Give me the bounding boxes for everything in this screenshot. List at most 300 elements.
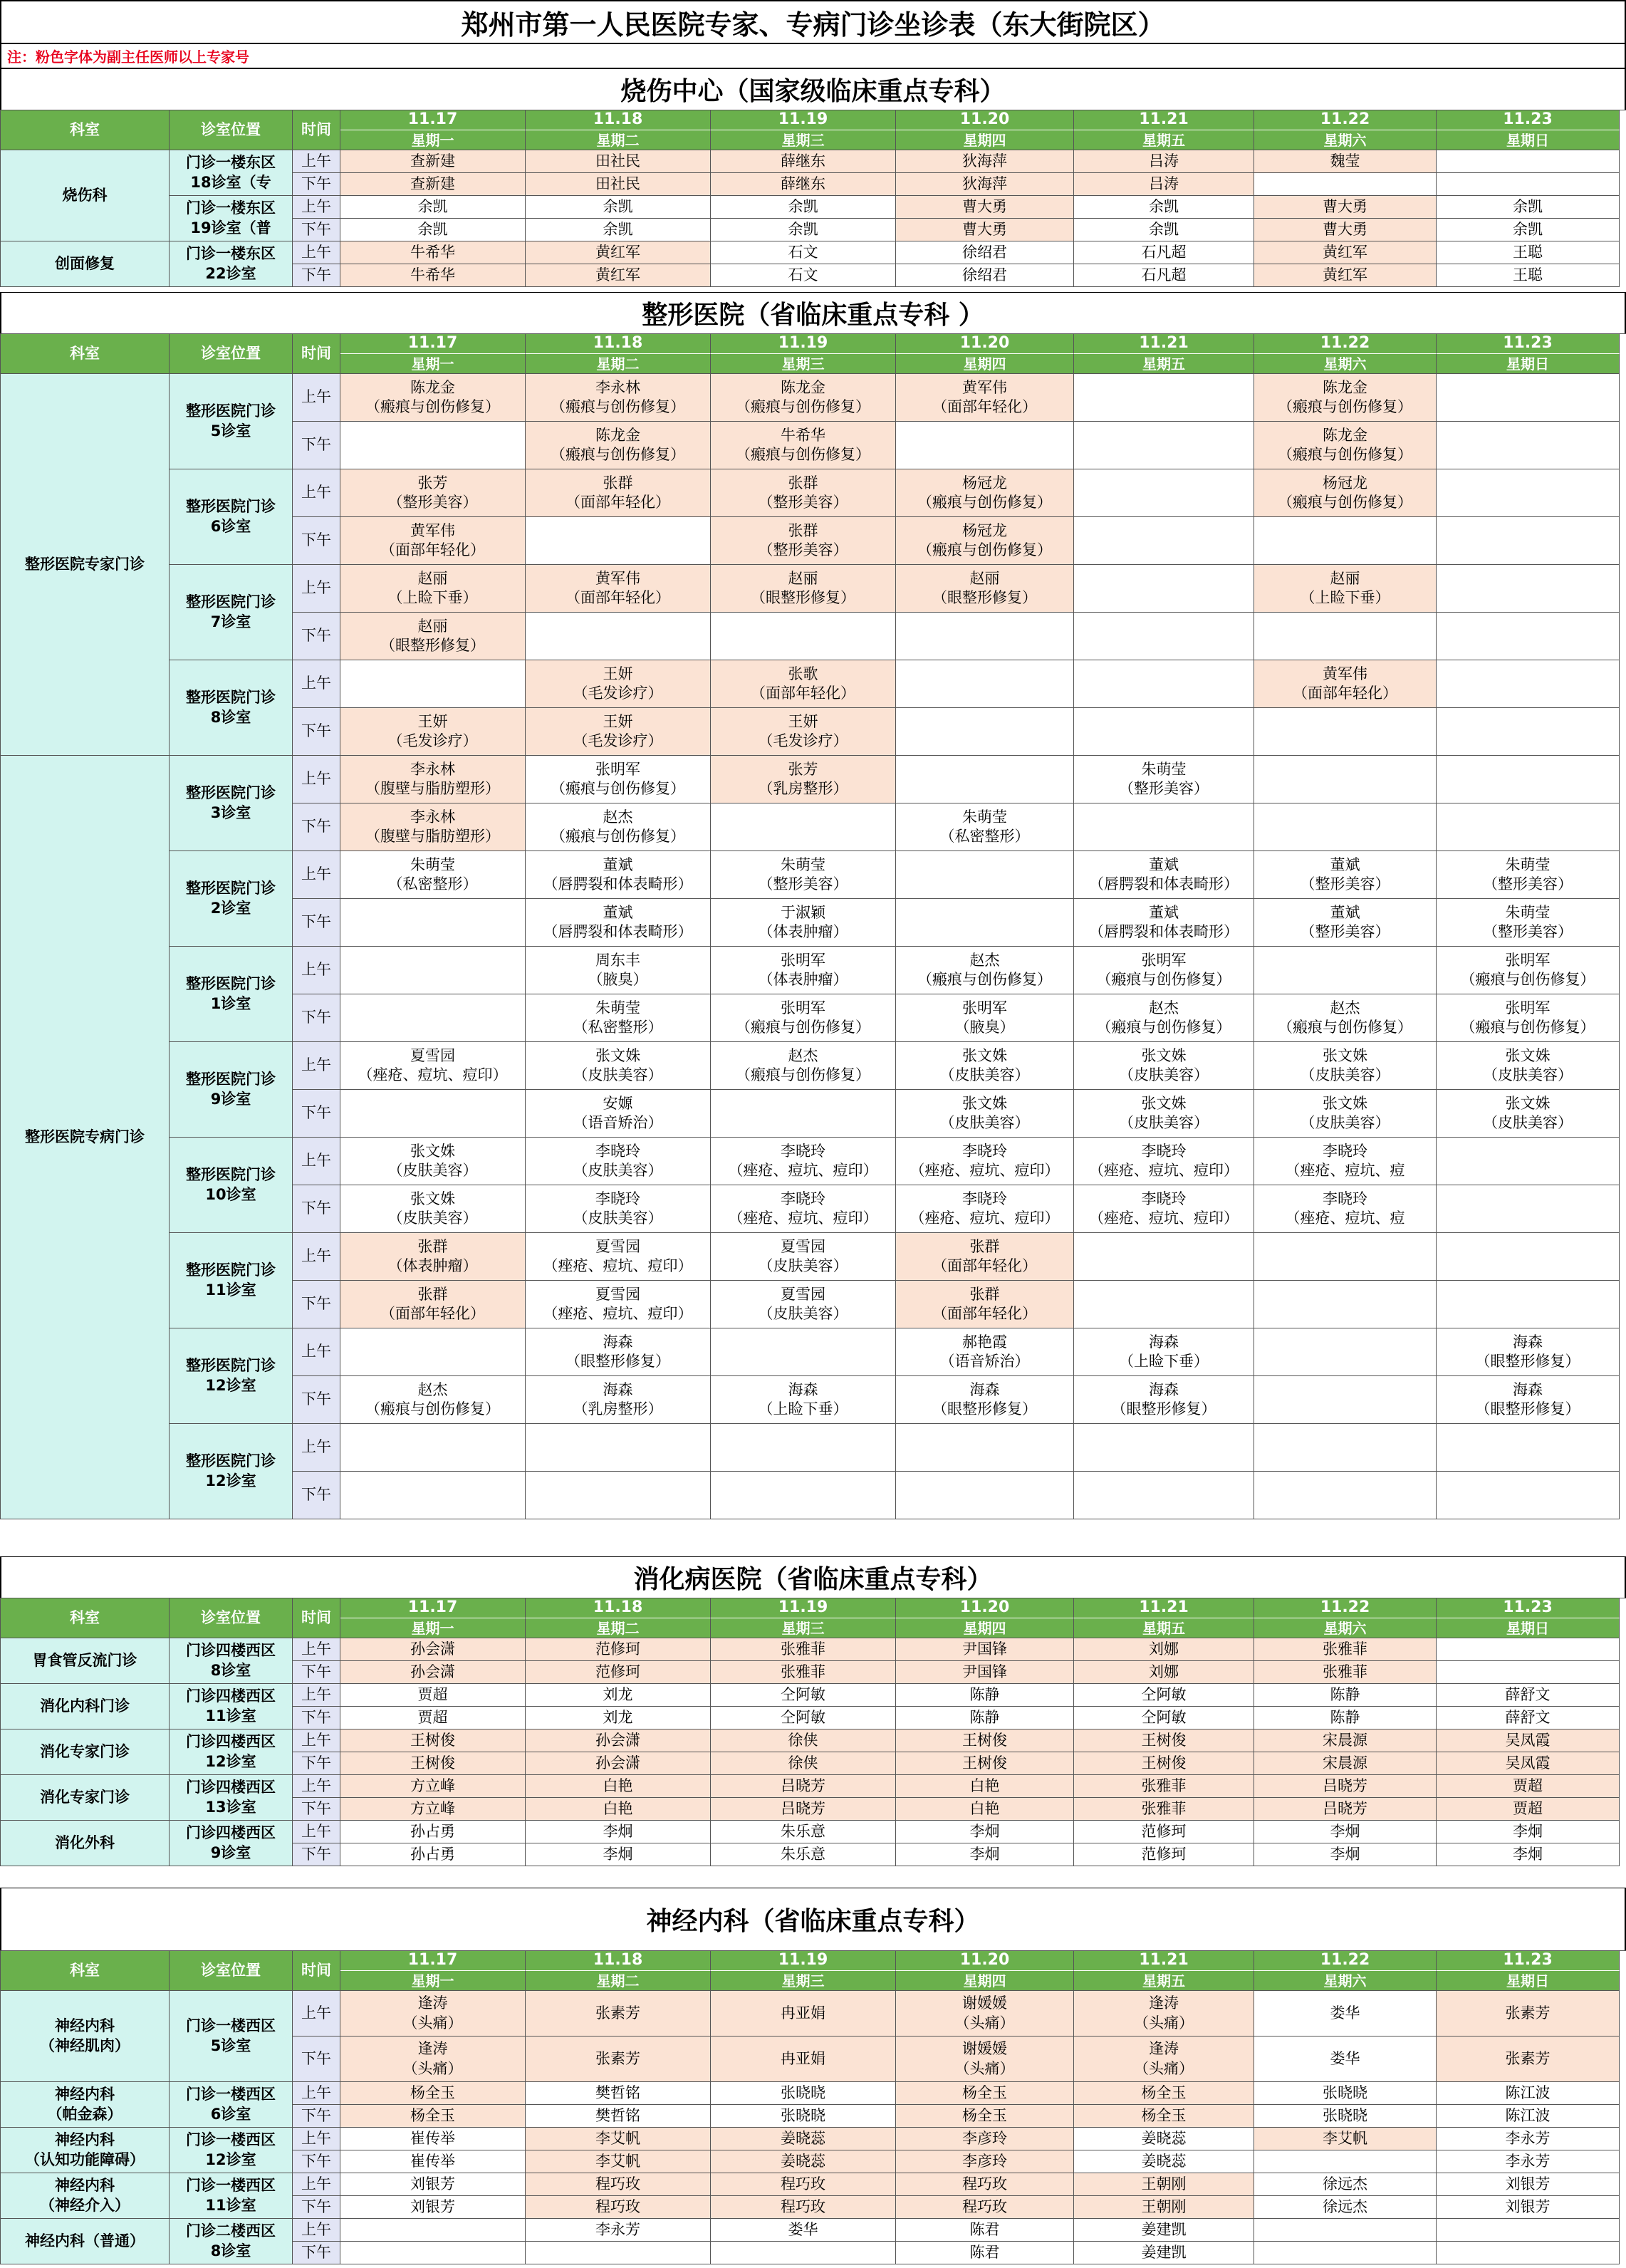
doctor-slot[interactable]: 夏雪园 （痤疮、痘坑、痘印） <box>526 1233 711 1281</box>
doctor-slot[interactable]: 查新建 <box>340 150 526 173</box>
header-date: 11.20 <box>896 1598 1074 1618</box>
doctor-slot[interactable]: 董斌 （唇腭裂和体表畸形） <box>1074 851 1254 899</box>
doctor-slot[interactable]: 黄红军 <box>1254 264 1437 287</box>
doctor-slot[interactable]: 安嫄 （语音矫治） <box>526 1090 711 1138</box>
doctor-slot[interactable]: 陈江波 <box>1437 2082 1620 2105</box>
doctor-slot[interactable]: 李炯 <box>896 1821 1074 1843</box>
doctor-slot[interactable]: 张素芳 <box>1437 2036 1620 2082</box>
doctor-slot[interactable]: 夏雪园 （皮肤美容） <box>711 1281 896 1328</box>
doctor-slot[interactable]: 张文姝 （皮肤美容） <box>526 1042 711 1090</box>
doctor-slot[interactable]: 张素芳 <box>1437 1991 1620 2036</box>
doctor-slot[interactable]: 尹国锋 <box>896 1661 1074 1684</box>
doctor-slot[interactable]: 张明军 （瘢痕与创伤修复） <box>1437 947 1620 994</box>
doctor-slot[interactable]: 石凡超 <box>1074 264 1254 287</box>
doctor-slot[interactable]: 朱萌莹 （私密整形） <box>526 994 711 1042</box>
doctor-slot[interactable]: 范修珂 <box>1074 1843 1254 1866</box>
doctor-slot[interactable]: 张晓晓 <box>711 2105 896 2128</box>
doctor-slot[interactable]: 姜晓蕊 <box>1074 2150 1254 2173</box>
doctor-slot[interactable]: 于淑颖 （体表肿瘤） <box>711 899 896 947</box>
doctor-slot[interactable]: 赵杰 （瘢痕与创伤修复） <box>896 947 1074 994</box>
doctor-slot[interactable]: 曹大勇 <box>896 196 1074 219</box>
doctor-slot[interactable]: 逢涛 （头痛） <box>340 2036 526 2082</box>
doctor-slot[interactable]: 徐绍君 <box>896 264 1074 287</box>
doctor-slot[interactable]: 王朝刚 <box>1074 2196 1254 2219</box>
doctor-slot[interactable]: 海森 （乳房整形） <box>526 1376 711 1424</box>
doctor-slot[interactable]: 李晓玲 （痤疮、痘坑、痘 <box>1254 1185 1437 1233</box>
doctor-slot[interactable]: 李晓玲 （痤疮、痘坑、痘印） <box>896 1185 1074 1233</box>
doctor-slot[interactable]: 赵丽 （眼整形修复） <box>340 613 526 660</box>
doctor-slot[interactable]: 李炯 <box>1254 1843 1437 1866</box>
doctor-slot[interactable]: 徐绍君 <box>896 241 1074 264</box>
doctor-slot[interactable]: 余凯 <box>526 219 711 241</box>
doctor-slot[interactable]: 黄军伟 （面部年轻化） <box>1254 660 1437 708</box>
doctor-slot[interactable]: 方立峰 <box>340 1775 526 1798</box>
doctor-slot[interactable]: 吕涛 <box>1074 150 1254 173</box>
doctor-slot[interactable]: 张素芳 <box>526 1991 711 2036</box>
doctor-slot[interactable]: 余凯 <box>711 196 896 219</box>
doctor-slot[interactable]: 陈龙金 （瘢痕与创伤修复） <box>526 422 711 469</box>
doctor-slot[interactable]: 王树俊 <box>896 1729 1074 1752</box>
doctor-slot[interactable]: 夏雪园 （痤疮、痘坑、痘印） <box>526 1281 711 1328</box>
doctor-slot[interactable]: 曹大勇 <box>896 219 1074 241</box>
doctor-slot[interactable]: 王树俊 <box>340 1752 526 1775</box>
doctor-slot[interactable]: 赵丽 （眼整形修复） <box>711 565 896 613</box>
doctor-slot[interactable]: 徐远杰 <box>1254 2173 1437 2196</box>
doctor-slot[interactable]: 董斌 （整形美容） <box>1254 899 1437 947</box>
doctor-slot[interactable]: 张明军 （体表肿瘤） <box>711 947 896 994</box>
doctor-slot[interactable]: 余凯 <box>711 219 896 241</box>
doctor-slot[interactable]: 贾超 <box>340 1707 526 1729</box>
doctor-slot[interactable]: 刘银芳 <box>1437 2173 1620 2196</box>
empty-slot <box>1254 517 1437 565</box>
doctor-slot[interactable]: 张文姝 （皮肤美容） <box>340 1138 526 1185</box>
doctor-slot[interactable]: 杨全玉 <box>1074 2105 1254 2128</box>
doctor-slot[interactable]: 张群 （面部年轻化） <box>526 469 711 517</box>
doctor-slot[interactable]: 石文 <box>711 241 896 264</box>
doctor-slot[interactable]: 李永林 （瘢痕与创伤修复） <box>526 374 711 422</box>
doctor-slot[interactable]: 吕涛 <box>1074 173 1254 196</box>
doctor-slot[interactable]: 陈静 <box>1254 1684 1437 1707</box>
doctor-slot[interactable]: 王聪 <box>1437 264 1620 287</box>
doctor-slot[interactable]: 张文姝 （皮肤美容） <box>1254 1042 1437 1090</box>
doctor-slot[interactable]: 陈江波 <box>1437 2105 1620 2128</box>
doctor-slot[interactable]: 姜建凯 <box>1074 2242 1254 2264</box>
doctor-slot[interactable]: 冉亚娟 <box>711 2036 896 2082</box>
doctor-slot[interactable]: 李永芳 <box>526 2219 711 2242</box>
doctor-slot[interactable]: 董斌 （唇腭裂和体表畸形） <box>1074 899 1254 947</box>
doctor-slot[interactable]: 刘银芳 <box>340 2173 526 2196</box>
doctor-slot[interactable]: 董斌 （整形美容） <box>1254 851 1437 899</box>
doctor-slot[interactable]: 宋晨源 <box>1254 1752 1437 1775</box>
doctor-slot[interactable]: 张雅菲 <box>1254 1638 1437 1661</box>
doctor-slot[interactable]: 孙会潇 <box>340 1661 526 1684</box>
doctor-slot[interactable]: 薛舒文 <box>1437 1707 1620 1729</box>
empty-slot <box>340 994 526 1042</box>
doctor-slot[interactable]: 李炯 <box>1437 1821 1620 1843</box>
doctor-slot[interactable]: 仝阿敏 <box>711 1684 896 1707</box>
schedule-table <box>0 1598 1626 1866</box>
doctor-slot[interactable]: 杨全玉 <box>896 2105 1074 2128</box>
doctor-slot[interactable]: 王树俊 <box>340 1729 526 1752</box>
doctor-slot[interactable]: 曹大勇 <box>1254 196 1437 219</box>
doctor-slot[interactable]: 张明军 （瘢痕与创伤修复） <box>1437 994 1620 1042</box>
doctor-slot[interactable]: 王朝刚 <box>1074 2173 1254 2196</box>
doctor-slot[interactable]: 李炯 <box>1254 1821 1437 1843</box>
time-am: 上午 <box>293 851 340 899</box>
doctor-slot[interactable]: 李晓玲 （皮肤美容） <box>526 1138 711 1185</box>
doctor-slot[interactable]: 刘娜 <box>1074 1638 1254 1661</box>
doctor-slot[interactable]: 杨全玉 <box>340 2105 526 2128</box>
doctor-slot[interactable]: 余凯 <box>340 219 526 241</box>
doctor-slot[interactable]: 黄红军 <box>1254 241 1437 264</box>
doctor-slot[interactable]: 黄红军 <box>526 264 711 287</box>
doctor-slot[interactable]: 李艾帆 <box>1254 2128 1437 2150</box>
doctor-slot[interactable]: 程巧玫 <box>526 2173 711 2196</box>
doctor-slot[interactable]: 徐远杰 <box>1254 2196 1437 2219</box>
doctor-slot[interactable]: 孙会潇 <box>526 1752 711 1775</box>
doctor-slot[interactable]: 娄华 <box>1254 1991 1437 2036</box>
doctor-slot[interactable]: 李晓玲 （痤疮、痘坑、痘印） <box>1074 1185 1254 1233</box>
doctor-slot[interactable]: 海森 （眼整形修复） <box>526 1328 711 1376</box>
doctor-slot[interactable]: 黄军伟 （面部年轻化） <box>896 374 1074 422</box>
doctor-slot[interactable]: 夏雪园 （痤疮、痘坑、痘印） <box>340 1042 526 1090</box>
doctor-slot[interactable]: 杨全玉 <box>1074 2082 1254 2105</box>
doctor-slot[interactable]: 吕晓芳 <box>1254 1798 1437 1821</box>
doctor-slot[interactable]: 刘龙 <box>526 1707 711 1729</box>
doctor-slot[interactable]: 陈龙金 （瘢痕与创伤修复） <box>1254 422 1437 469</box>
doctor-slot[interactable]: 姜建凯 <box>1074 2219 1254 2242</box>
doctor-slot[interactable]: 海森 （眼整形修复） <box>896 1376 1074 1424</box>
doctor-slot[interactable]: 张文姝 （皮肤美容） <box>340 1185 526 1233</box>
doctor-slot[interactable]: 张文姝 （皮肤美容） <box>1074 1042 1254 1090</box>
doctor-slot[interactable]: 王树俊 <box>1074 1729 1254 1752</box>
doctor-slot[interactable]: 余凯 <box>1074 219 1254 241</box>
doctor-slot[interactable]: 李晓玲 （痤疮、痘坑、痘印） <box>711 1138 896 1185</box>
doctor-slot[interactable]: 李永林 （腹壁与脂肪塑形） <box>340 756 526 803</box>
doctor-slot[interactable]: 李艾帆 <box>526 2128 711 2150</box>
doctor-slot[interactable]: 张歌 （面部年轻化） <box>711 660 896 708</box>
doctor-slot[interactable]: 张明军 （瘢痕与创伤修复） <box>526 756 711 803</box>
doctor-slot[interactable]: 王树俊 <box>896 1752 1074 1775</box>
doctor-slot[interactable]: 余凯 <box>1437 196 1620 219</box>
doctor-slot[interactable]: 余凯 <box>340 196 526 219</box>
header-time: 时间 <box>293 1598 340 1638</box>
doctor-slot[interactable]: 张群 （整形美容） <box>711 517 896 565</box>
doctor-slot[interactable]: 陈静 <box>896 1707 1074 1729</box>
doctor-slot[interactable]: 程巧玫 <box>711 2196 896 2219</box>
doctor-slot[interactable]: 吴凤霞 <box>1437 1752 1620 1775</box>
doctor-slot[interactable]: 余凯 <box>1074 196 1254 219</box>
doctor-slot[interactable]: 李炯 <box>526 1821 711 1843</box>
doctor-slot[interactable]: 薛继东 <box>711 150 896 173</box>
department-cell: 神经内科 （神经肌肉） <box>1 1991 170 2082</box>
doctor-slot[interactable]: 黄红军 <box>526 241 711 264</box>
doctor-slot[interactable]: 张明军 （腋臭） <box>896 994 1074 1042</box>
doctor-slot[interactable]: 张雅菲 <box>1254 1661 1437 1684</box>
time-am: 上午 <box>293 1684 340 1707</box>
doctor-slot[interactable]: 海森 （上睑下垂） <box>711 1376 896 1424</box>
doctor-slot[interactable]: 李彦玲 <box>896 2150 1074 2173</box>
doctor-slot[interactable]: 孙占勇 <box>340 1843 526 1866</box>
doctor-slot[interactable]: 仝阿敏 <box>1074 1684 1254 1707</box>
doctor-slot[interactable]: 张明军 （瘢痕与创伤修复） <box>1074 947 1254 994</box>
doctor-slot[interactable]: 赵杰 （瘢痕与创伤修复） <box>340 1376 526 1424</box>
doctor-slot[interactable]: 王妍 （毛发诊疗） <box>340 708 526 756</box>
doctor-slot[interactable]: 姜晓蕊 <box>1074 2128 1254 2150</box>
doctor-slot[interactable]: 张明军 （瘢痕与创伤修复） <box>711 994 896 1042</box>
doctor-slot[interactable]: 姜晓蕊 <box>711 2150 896 2173</box>
empty-slot <box>1074 1472 1254 1519</box>
doctor-slot[interactable]: 陈龙金 （瘢痕与创伤修复） <box>340 374 526 422</box>
doctor-slot[interactable]: 李晓玲 （痤疮、痘坑、痘印） <box>711 1185 896 1233</box>
doctor-slot[interactable]: 查新建 <box>340 173 526 196</box>
doctor-slot[interactable]: 姜晓蕊 <box>711 2128 896 2150</box>
empty-slot <box>896 422 1074 469</box>
doctor-slot[interactable]: 谢媛媛 （头痛） <box>896 2036 1074 2082</box>
time-am: 上午 <box>293 2128 340 2150</box>
doctor-slot[interactable]: 张群 （面部年轻化） <box>896 1281 1074 1328</box>
doctor-slot[interactable]: 董斌 （唇腭裂和体表畸形） <box>526 899 711 947</box>
doctor-slot[interactable]: 黄军伟 （面部年轻化） <box>526 565 711 613</box>
doctor-slot[interactable]: 石凡超 <box>1074 241 1254 264</box>
doctor-slot[interactable]: 陈静 <box>1254 1707 1437 1729</box>
doctor-slot[interactable]: 李炯 <box>896 1843 1074 1866</box>
doctor-slot[interactable]: 杨冠龙 （瘢痕与创伤修复） <box>1254 469 1437 517</box>
doctor-slot[interactable]: 樊哲铭 <box>526 2105 711 2128</box>
doctor-slot[interactable]: 张晓晓 <box>711 2082 896 2105</box>
doctor-slot[interactable]: 谢媛媛 （头痛） <box>896 1991 1074 2036</box>
doctor-slot[interactable]: 朱萌莹 （整形美容） <box>711 851 896 899</box>
header-date: 11.18 <box>526 110 711 130</box>
doctor-slot[interactable]: 张芳 （整形美容） <box>340 469 526 517</box>
doctor-slot[interactable]: 李炯 <box>1437 1843 1620 1866</box>
doctor-slot[interactable]: 李永林 （腹壁与脂肪塑形） <box>340 803 526 851</box>
doctor-slot[interactable]: 吕晓芳 <box>711 1775 896 1798</box>
doctor-slot[interactable]: 张文姝 （皮肤美容） <box>1437 1090 1620 1138</box>
doctor-slot[interactable]: 逢涛 （头痛） <box>1074 2036 1254 2082</box>
doctor-slot[interactable]: 张文姝 （皮肤美容） <box>1254 1090 1437 1138</box>
time-pm: 下午 <box>293 2242 340 2264</box>
doctor-slot[interactable]: 赵杰 （瘢痕与创伤修复） <box>711 1042 896 1090</box>
doctor-slot[interactable]: 刘银芳 <box>1437 2196 1620 2219</box>
doctor-slot[interactable]: 牛希华 （瘢痕与创伤修复） <box>711 422 896 469</box>
doctor-slot[interactable]: 程巧玫 <box>526 2196 711 2219</box>
doctor-slot[interactable]: 程巧玫 <box>711 2173 896 2196</box>
doctor-slot[interactable]: 张群 （整形美容） <box>711 469 896 517</box>
doctor-slot[interactable]: 张雅菲 <box>1074 1775 1254 1798</box>
doctor-slot[interactable]: 薛继东 <box>711 173 896 196</box>
doctor-slot[interactable]: 杨冠龙 （瘢痕与创伤修复） <box>896 469 1074 517</box>
doctor-slot[interactable]: 杨冠龙 （瘢痕与创伤修复） <box>896 517 1074 565</box>
doctor-slot[interactable]: 范修珂 <box>1074 1821 1254 1843</box>
doctor-slot[interactable]: 李永芳 <box>1437 2128 1620 2150</box>
doctor-slot[interactable]: 李艾帆 <box>526 2150 711 2173</box>
doctor-slot[interactable]: 徐侠 <box>711 1752 896 1775</box>
empty-slot <box>711 2242 896 2264</box>
doctor-slot[interactable]: 张文姝 （皮肤美容） <box>896 1090 1074 1138</box>
doctor-slot[interactable]: 张晓晓 <box>1254 2105 1437 2128</box>
doctor-slot[interactable]: 朱乐意 <box>711 1843 896 1866</box>
doctor-slot[interactable]: 海森 （上睑下垂） <box>1074 1328 1254 1376</box>
doctor-slot[interactable]: 白艳 <box>526 1775 711 1798</box>
time-am: 上午 <box>293 2219 340 2242</box>
doctor-slot[interactable]: 余凯 <box>1437 219 1620 241</box>
doctor-slot[interactable]: 李晓玲 （痤疮、痘坑、痘 <box>1254 1138 1437 1185</box>
doctor-slot[interactable]: 李彦玲 <box>896 2128 1074 2150</box>
doctor-slot[interactable]: 黄军伟 （面部年轻化） <box>340 517 526 565</box>
doctor-slot[interactable]: 尹国锋 <box>896 1638 1074 1661</box>
doctor-slot[interactable]: 张素芳 <box>526 2036 711 2082</box>
doctor-slot[interactable]: 朱萌莹 （私密整形） <box>896 803 1074 851</box>
room-location: 整形医院门诊 7诊室 <box>170 565 293 660</box>
doctor-slot[interactable]: 李炯 <box>526 1843 711 1866</box>
empty-slot <box>1074 422 1254 469</box>
doctor-slot[interactable]: 余凯 <box>526 196 711 219</box>
doctor-slot[interactable]: 程巧玫 <box>896 2173 1074 2196</box>
doctor-slot[interactable]: 朱萌莹 （私密整形） <box>340 851 526 899</box>
empty-slot <box>711 1472 896 1519</box>
doctor-slot[interactable]: 逢涛 （头痛） <box>340 1991 526 2036</box>
doctor-slot[interactable]: 程巧玫 <box>896 2196 1074 2219</box>
doctor-slot[interactable]: 范修珂 <box>526 1638 711 1661</box>
doctor-slot[interactable]: 方立峰 <box>340 1798 526 1821</box>
doctor-slot[interactable]: 郝艳霞 （语音矫治） <box>896 1328 1074 1376</box>
doctor-slot[interactable]: 陈静 <box>896 1684 1074 1707</box>
doctor-slot[interactable]: 逢涛 （头痛） <box>1074 1991 1254 2036</box>
doctor-slot[interactable]: 曹大勇 <box>1254 219 1437 241</box>
doctor-slot[interactable]: 周东丰 （腋臭） <box>526 947 711 994</box>
room-location: 门诊四楼西区 8诊室 <box>170 1638 293 1684</box>
doctor-slot[interactable]: 朱乐意 <box>711 1821 896 1843</box>
doctor-slot[interactable]: 王树俊 <box>1074 1752 1254 1775</box>
time-am: 上午 <box>293 1138 340 1185</box>
doctor-slot[interactable]: 朱萌莹 （整形美容） <box>1437 899 1620 947</box>
doctor-slot[interactable]: 董斌 （唇腭裂和体表畸形） <box>526 851 711 899</box>
doctor-slot[interactable]: 陈龙金 （瘢痕与创伤修复） <box>711 374 896 422</box>
doctor-slot[interactable]: 樊哲铭 <box>526 2082 711 2105</box>
doctor-slot[interactable]: 陈君 <box>896 2242 1074 2264</box>
doctor-slot[interactable]: 张文姝 （皮肤美容） <box>1074 1090 1254 1138</box>
doctor-slot[interactable]: 李晓玲 （痤疮、痘坑、痘印） <box>1074 1138 1254 1185</box>
doctor-slot[interactable]: 牛希华 <box>340 264 526 287</box>
doctor-slot[interactable]: 张芳 （乳房整形） <box>711 756 896 803</box>
doctor-slot[interactable]: 宋晨源 <box>1254 1729 1437 1752</box>
doctor-slot[interactable]: 白艳 <box>526 1798 711 1821</box>
doctor-slot[interactable]: 朱萌莹 （整形美容） <box>1437 851 1620 899</box>
doctor-slot[interactable]: 海森 （眼整形修复） <box>1437 1376 1620 1424</box>
doctor-slot[interactable]: 白艳 <box>896 1798 1074 1821</box>
doctor-slot[interactable]: 赵杰 （瘢痕与创伤修复） <box>1074 994 1254 1042</box>
doctor-slot[interactable]: 杨全玉 <box>340 2082 526 2105</box>
doctor-slot[interactable]: 冉亚娟 <box>711 1991 896 2036</box>
doctor-slot[interactable]: 刘银芳 <box>340 2196 526 2219</box>
doctor-slot[interactable]: 薛舒文 <box>1437 1684 1620 1707</box>
doctor-slot[interactable]: 李永芳 <box>1437 2150 1620 2173</box>
doctor-slot[interactable]: 吕晓芳 <box>1254 1775 1437 1798</box>
doctor-slot[interactable]: 张雅菲 <box>1074 1798 1254 1821</box>
doctor-slot[interactable]: 王聪 <box>1437 241 1620 264</box>
doctor-slot[interactable]: 张文姝 （皮肤美容） <box>896 1042 1074 1090</box>
doctor-slot[interactable]: 张文姝 （皮肤美容） <box>1437 1042 1620 1090</box>
doctor-slot[interactable]: 牛希华 <box>340 241 526 264</box>
doctor-slot[interactable]: 孙会潇 <box>340 1638 526 1661</box>
doctor-slot[interactable]: 贾超 <box>1437 1775 1620 1798</box>
doctor-slot[interactable]: 李晓玲 （痤疮、痘坑、痘印） <box>896 1138 1074 1185</box>
doctor-slot[interactable]: 崔传举 <box>340 2150 526 2173</box>
header-location: 诊室位置 <box>170 334 293 374</box>
doctor-slot[interactable]: 张晓晓 <box>1254 2082 1437 2105</box>
page-title: 郑州市第一人民医院专家、专病门诊坐诊表（东大街院区） <box>0 0 1626 44</box>
doctor-slot[interactable]: 仝阿敏 <box>711 1707 896 1729</box>
empty-slot <box>711 803 896 851</box>
doctor-slot[interactable]: 贾超 <box>1437 1798 1620 1821</box>
doctor-slot[interactable]: 刘龙 <box>526 1684 711 1707</box>
doctor-slot[interactable]: 徐侠 <box>711 1729 896 1752</box>
doctor-slot[interactable]: 孙占勇 <box>340 1821 526 1843</box>
doctor-slot[interactable]: 海森 （眼整形修复） <box>1437 1328 1620 1376</box>
doctor-slot[interactable]: 贾超 <box>340 1684 526 1707</box>
doctor-slot[interactable]: 魏莹 <box>1254 150 1437 173</box>
time-am: 上午 <box>293 1328 340 1376</box>
doctor-slot[interactable]: 王妍 （毛发诊疗） <box>526 708 711 756</box>
doctor-slot[interactable]: 范修珂 <box>526 1661 711 1684</box>
doctor-slot[interactable]: 刘娜 <box>1074 1661 1254 1684</box>
doctor-slot[interactable]: 张雅菲 <box>711 1638 896 1661</box>
time-am: 上午 <box>293 2173 340 2196</box>
doctor-slot[interactable]: 陈龙金 （瘢痕与创伤修复） <box>1254 374 1437 422</box>
doctor-slot[interactable]: 赵丽 （眼整形修复） <box>896 565 1074 613</box>
doctor-slot[interactable]: 崔传举 <box>340 2128 526 2150</box>
doctor-slot[interactable]: 陈君 <box>896 2219 1074 2242</box>
doctor-slot[interactable]: 张群 （面部年轻化） <box>340 1281 526 1328</box>
department-cell: 创面修复 <box>1 241 170 287</box>
header-weekday: 星期六 <box>1254 1618 1437 1638</box>
time-pm: 下午 <box>293 1281 340 1328</box>
doctor-slot[interactable]: 赵杰 （瘢痕与创伤修复） <box>1254 994 1437 1042</box>
time-pm: 下午 <box>293 422 340 469</box>
doctor-slot[interactable]: 李晓玲 （皮肤美容） <box>526 1185 711 1233</box>
doctor-slot[interactable]: 娄华 <box>711 2219 896 2242</box>
doctor-slot[interactable]: 孙会潇 <box>526 1729 711 1752</box>
doctor-slot[interactable]: 张群 （体表肿瘤） <box>340 1233 526 1281</box>
doctor-slot[interactable]: 吴凤霞 <box>1437 1729 1620 1752</box>
doctor-slot[interactable]: 田社民 <box>526 173 711 196</box>
doctor-slot[interactable]: 杨全玉 <box>896 2082 1074 2105</box>
doctor-slot[interactable]: 朱萌莹 （整形美容） <box>1074 756 1254 803</box>
header-dept: 科室 <box>1 1951 170 1991</box>
doctor-slot[interactable]: 张雅菲 <box>711 1661 896 1684</box>
doctor-slot[interactable]: 夏雪园 （皮肤美容） <box>711 1233 896 1281</box>
doctor-slot[interactable]: 赵杰 （瘢痕与创伤修复） <box>526 803 711 851</box>
doctor-slot[interactable]: 张群 （面部年轻化） <box>896 1233 1074 1281</box>
header-weekday: 星期二 <box>526 1618 711 1638</box>
doctor-slot[interactable]: 海森 （眼整形修复） <box>1074 1376 1254 1424</box>
doctor-slot[interactable]: 王妍 （毛发诊疗） <box>526 660 711 708</box>
doctor-slot[interactable]: 狄海萍 <box>896 150 1074 173</box>
doctor-slot[interactable]: 狄海萍 <box>896 173 1074 196</box>
time-pm: 下午 <box>293 803 340 851</box>
doctor-slot[interactable]: 仝阿敏 <box>1074 1707 1254 1729</box>
doctor-slot[interactable]: 赵丽 （上睑下垂） <box>340 565 526 613</box>
doctor-slot[interactable]: 吕晓芳 <box>711 1798 896 1821</box>
doctor-slot[interactable]: 田社民 <box>526 150 711 173</box>
header-weekday: 星期二 <box>526 1971 711 1991</box>
doctor-slot[interactable]: 王妍 （毛发诊疗） <box>711 708 896 756</box>
doctor-slot[interactable]: 石文 <box>711 264 896 287</box>
doctor-slot[interactable]: 赵丽 （上睑下垂） <box>1254 565 1437 613</box>
doctor-slot[interactable]: 白艳 <box>896 1775 1074 1798</box>
doctor-slot[interactable]: 娄华 <box>1254 2036 1437 2082</box>
